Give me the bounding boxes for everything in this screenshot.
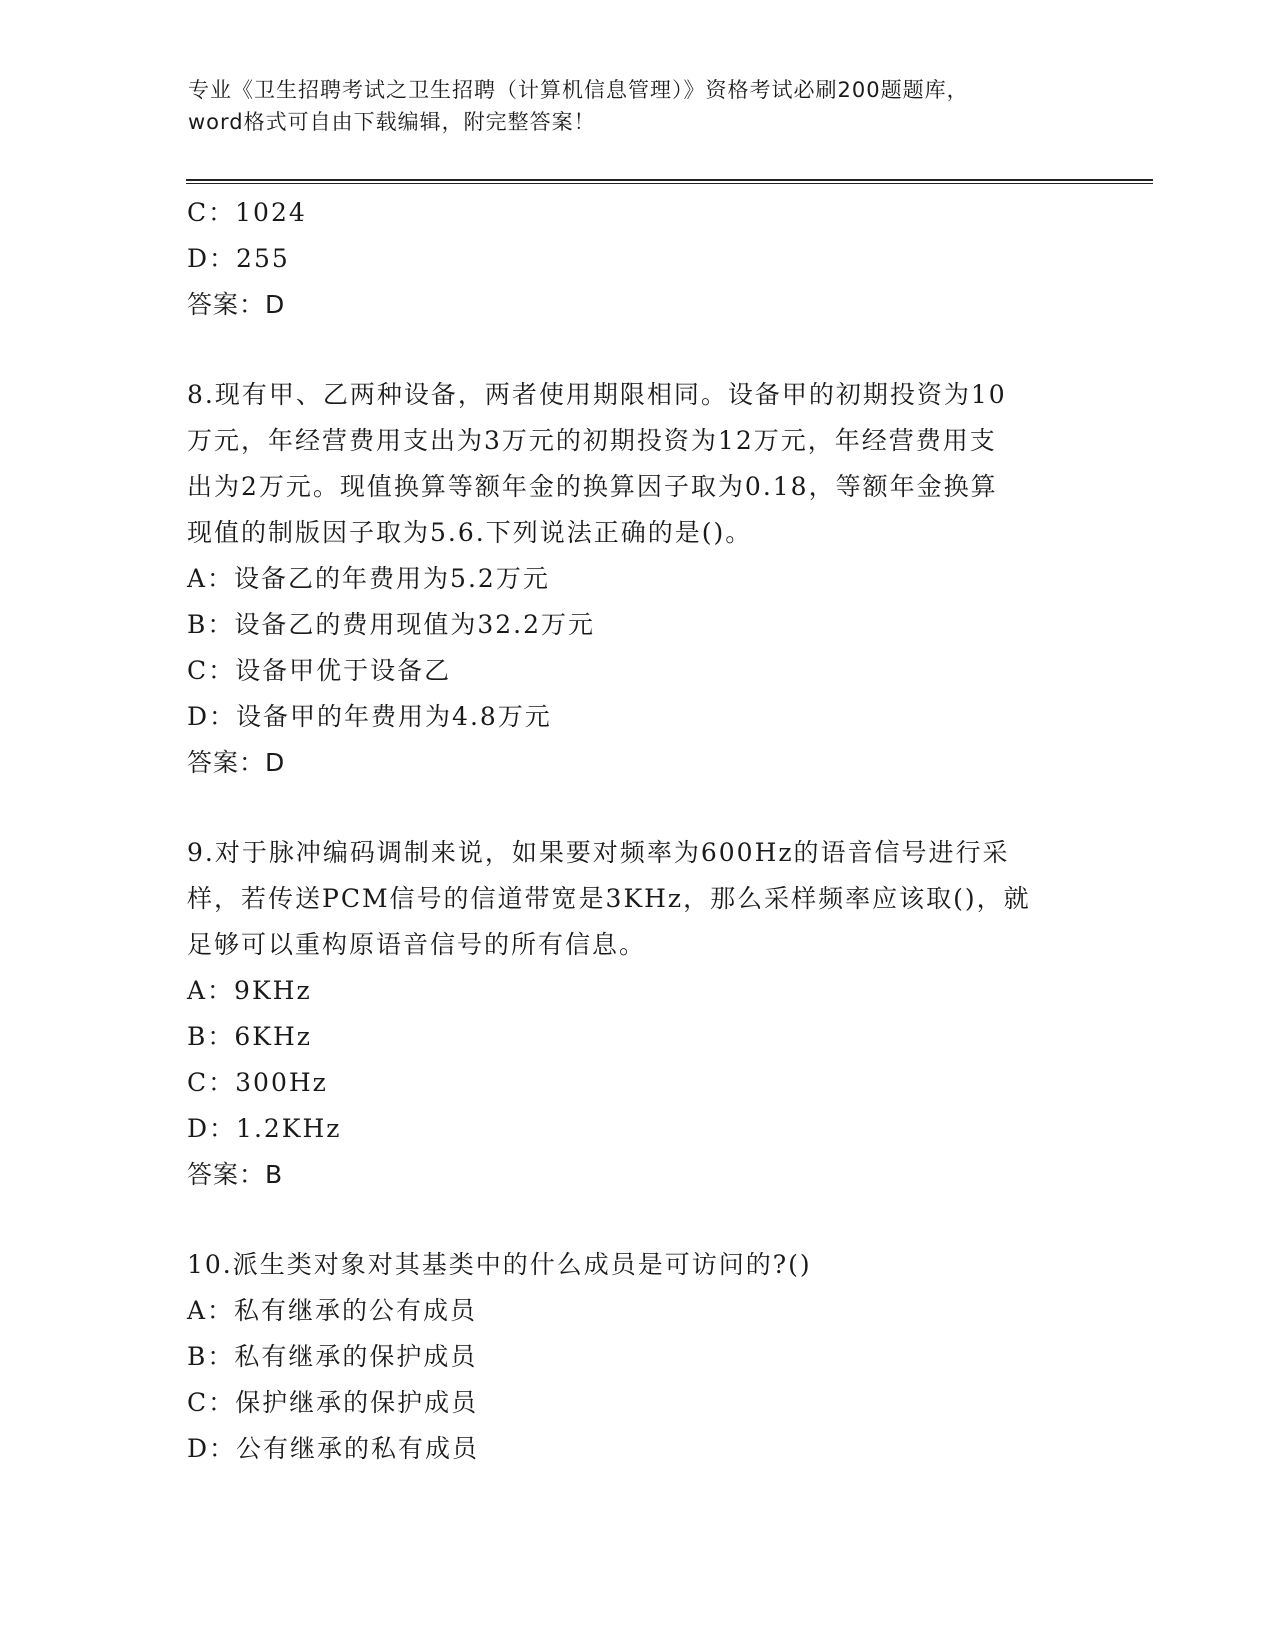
- option-c: C：1024: [187, 198, 307, 227]
- answer-line: 答案：B: [187, 1160, 284, 1189]
- option-c: C：设备甲优于设备乙: [187, 656, 452, 685]
- question-stem-line: 8.现有甲、乙两种设备，两者使用期限相同。设备甲的初期投资为10: [187, 380, 1007, 409]
- question-stem-line: 9.对于脉冲编码调制来说，如果要对频率为600Hz的语音信号进行采: [187, 838, 1010, 867]
- question-stem-line: 出为2万元。现值换算等额年金的换算因子取为0.18，等额年金换算: [187, 472, 998, 501]
- option-d: D：公有继承的私有成员: [187, 1434, 480, 1463]
- question-stem-line: 10.派生类对象对其基类中的什么成员是可访问的?(): [187, 1250, 812, 1279]
- option-b: B：设备乙的费用现值为32.2万元: [187, 610, 596, 639]
- question-stem-line: 现值的制版因子取为5.6.下列说法正确的是()。: [187, 518, 753, 547]
- option-d: D：设备甲的年费用为4.8万元: [187, 702, 552, 731]
- question-block-8: [187, 372, 1087, 786]
- option-a: A：9KHz: [187, 976, 312, 1005]
- option-b: B：私有继承的保护成员: [187, 1342, 478, 1371]
- spacer: [187, 786, 1087, 830]
- document-header: [188, 74, 1088, 138]
- option-d: D：255: [187, 244, 290, 273]
- header-divider-thick: [186, 179, 1153, 181]
- option-d: D：1.2KHz: [187, 1114, 342, 1143]
- header-title-line-1: 专业《卫生招聘考试之卫生招聘（计算机信息管理）》资格考试必刷200题题库，: [188, 78, 969, 102]
- question-block-10: [187, 1242, 1087, 1472]
- option-c: C：保护继承的保护成员: [187, 1388, 479, 1417]
- spacer: [187, 328, 1087, 372]
- answer-line: 答案：D: [187, 290, 286, 319]
- spacer: [187, 1198, 1087, 1242]
- question-block-previous: [187, 190, 1087, 328]
- header-divider-thin: [186, 183, 1153, 184]
- document-body: [187, 190, 1087, 1472]
- header-title-line-2: word格式可自由下载编辑，附完整答案！: [188, 110, 596, 134]
- option-a: A：设备乙的年费用为5.2万元: [187, 564, 550, 593]
- question-block-9: [187, 830, 1087, 1198]
- option-a: A：私有继承的公有成员: [187, 1296, 478, 1325]
- option-c: C：300Hz: [187, 1068, 328, 1097]
- question-stem-line: 万元，年经营费用支出为3万元的初期投资为12万元，年经营费用支: [187, 426, 997, 455]
- answer-line: 答案：D: [187, 748, 286, 777]
- question-stem-line: 足够可以重构原语音信号的所有信息。: [187, 930, 647, 959]
- question-stem-line: 样，若传送PCM信号的信道带宽是3KHz，那么采样频率应该取()，就: [187, 884, 1031, 913]
- option-b: B：6KHz: [187, 1022, 312, 1051]
